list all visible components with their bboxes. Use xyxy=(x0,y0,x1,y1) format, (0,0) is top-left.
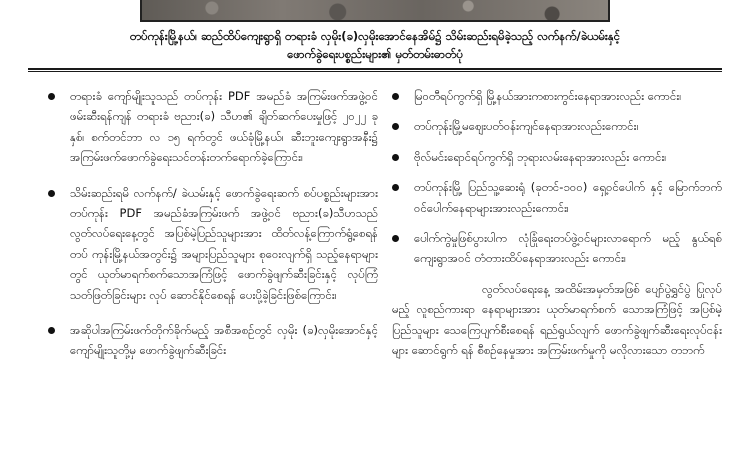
list-item xyxy=(48,183,378,305)
list-item xyxy=(392,177,722,218)
list-item xyxy=(392,147,722,167)
caption-line-1: တပ်ကုန်းမြို့နယ်၊ ဆည်ထိပ်ကျေးရွာရှိ တရားခံ လှမိုး(ခ)လှမိုးအောင်နေအိမ်၌ သိမ်းဆည်းရမိခဲ့သည့် လက်နက်/ခဲယမ်းနှင့် xyxy=(129,29,621,43)
list-item xyxy=(392,116,722,136)
list-item-text: တရားခံ ကျော်မျိုးသူသည် တပ်ကုန်း PDF အမည်ခံ အကြမ်းဖက်အဖွဲ့ဝင် ဖမ်းဆီးရန်ကျန် တရားခံ ဗညား(ခ) သီဟ၏ ချိတ်ဆက်ပေးမှုဖြင့် ၂၀၂၂ ခုနှစ်၊ စက်တင်ဘာ လ ၁၅ ရက်တွင် ဖယ်ခုံမြို့နယ်၊ ဆီးဘူးကျေးရွာအနီး၌ အကြမ်းဖက်ဖောက်ခွဲရေးသင်တန်းတက်ရောက်ခဲ့ကြောင်း၊ xyxy=(70,89,378,165)
list-item xyxy=(48,86,378,168)
evidence-photo xyxy=(140,0,610,22)
bullet-icon xyxy=(392,235,399,242)
bullet-icon xyxy=(392,154,399,161)
list-item-text: မြဝတီရပ်ကွက်ရှိ မြို့နယ်အားကစားကွင်းနေရာအားလည်း ကောင်း၊ xyxy=(414,89,682,103)
list-item-text: အဆိုပါအကြမ်းဖက်တိုက်ခိုက်မည့် အစီအစဉ်တွင် လှမိုး (ခ)လှမိုးအောင်နှင့် ကျော်မျိုးသူတို့မှ ဖောက်ခွဲဖျက်ဆီးခြင်း xyxy=(70,323,378,358)
list-item-text: ဗိုလ်မင်းရောင်ရပ်ကွက်ရှိ ဘုရားလမ်းနေရာအားလည်း ကောင်း၊ xyxy=(414,149,667,164)
bullet-icon xyxy=(392,93,399,100)
divider-rule xyxy=(28,68,722,70)
bullet-icon xyxy=(48,190,55,197)
right-column xyxy=(392,86,722,360)
list-item xyxy=(392,228,722,269)
left-column xyxy=(48,86,378,376)
bullet-icon xyxy=(48,327,55,334)
list-item-text: တပ်ကုန်းမြို့မဈေးပတ်ဝန်းကျင်နေရာအားလည်းကောင်း၊ xyxy=(414,119,639,134)
bullet-icon xyxy=(392,123,399,130)
body-paragraph: လွတ်လပ်ရေးနေ့ အထိမ်းအမှတ်အဖြစ် ပျော်ပွဲရွှင်ပွဲ ပြုလုပ်မည့် လူစည်ကားရာ နေရာများအား ယုတ်မာရက်စက် သောအကြံဖြင့် အပြစ်မဲ့ပြည်သူများ သေကြေပျက်စီးစေရန် ရည်ရွယ်လျက် ဖောက်ခွဲဖျက်ဆီးရေးလုပ်ငန်းများ ဆောင်ရွက် ရန် စီစဉ်နေမှုအား အကြမ်းဖက်မှုကို မလိုလားသော တဘက် xyxy=(392,281,722,358)
bullet-icon xyxy=(392,184,399,191)
list-item xyxy=(392,86,722,106)
list-item xyxy=(48,320,378,361)
bullet-icon xyxy=(48,93,55,100)
photo-caption xyxy=(60,27,690,63)
right-bullet-list xyxy=(392,86,722,269)
list-item-text: ပေါက်ကွဲမှုဖြစ်ပွားပါက လုံခြုံရေးတပ်ဖွဲ့ဝင်များလာရောက် မည့် နွယ်ရစ်ကျေးရွာအဝင် တံတားထိပ်နေရာအားလည်း ကောင်း၊ xyxy=(414,231,722,266)
divider-rule-thin xyxy=(28,71,722,72)
caption-line-2: ဖောက်ခွဲရေးပစ္စည်းများ၏ မှတ်တမ်းဓာတ်ပုံ xyxy=(287,47,463,61)
list-item-text: တပ်ကုန်းမြို့ ပြည်သူ့ဆေးရုံ (ခုတင်-၁၀၀) ရှေ့ဝင်ပေါက် နှင့် မြောက်ဘက် ဝင်ပေါက်နေရာများအားလည်းကောင်း၊ xyxy=(414,180,722,215)
left-bullet-list xyxy=(48,86,378,361)
list-item-text: သိမ်းဆည်းရမိ လက်နက်/ ခဲယမ်းနှင့် ဖောက်ခွဲရေးဆက် စပ်ပစ္စည်းများအား တပ်ကုန်း PDF အမည်ခံအကြမ်းဖက် အဖွဲ့ဝင် ဗညား(ခ)သီဟသည် လွတ်လပ်ရေးနေ့တွင် အပြစ်မဲ့ပြည်သူများအား ထိတ်လန့်ကြောက်ရွံ့စေရန် တပ် ကုန်းမြို့နယ်အတွင်း၌ အများပြည်သူများ စုဝေးလျက်ရှိ သည့်နေရာများတွင် ယုတ်မာရက်စက်သောအကြံဖြင့် ဖောက်ခွဲဖျက်ဆီးခြင်းနှင့် လုပ်ကြံသတ်ဖြတ်ခြင်းများ လုပ် ဆောင်နိုင်စေရန် ပေးပို့ခဲ့ခြင်းဖြစ်ကြောင်း၊ xyxy=(70,185,378,302)
